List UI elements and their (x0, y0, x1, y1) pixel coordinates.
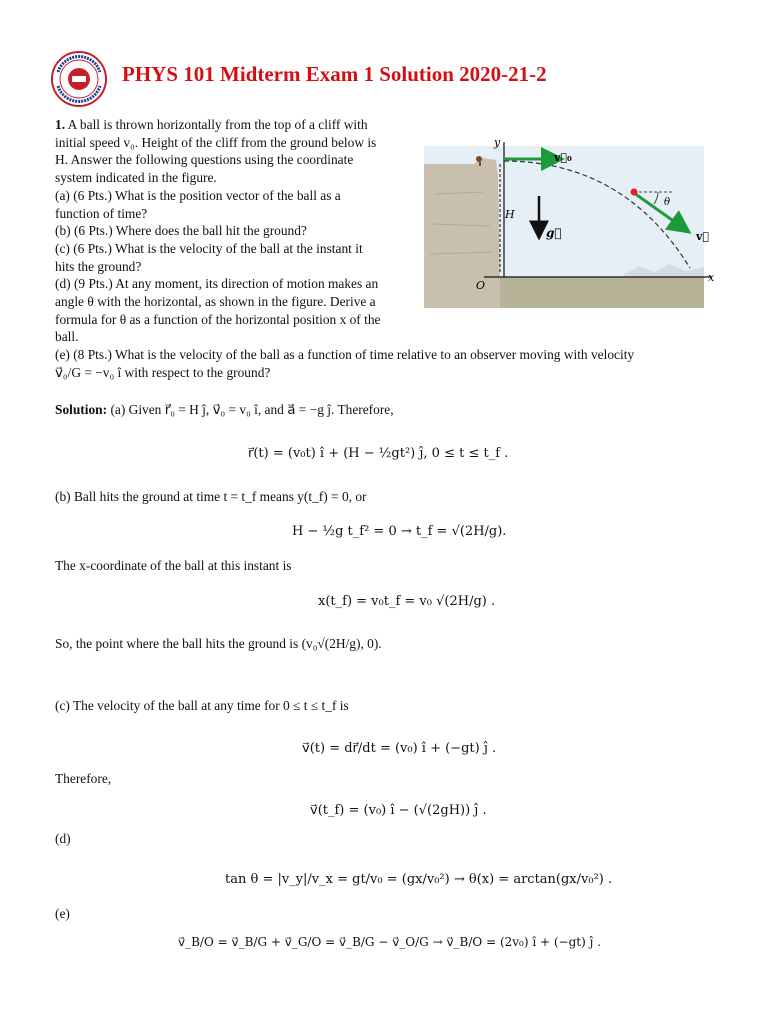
question-part-e: (e) (8 Pts.) What is the velocity of the ball as a function of time relative to an observer moving with velocity (55, 347, 635, 363)
page-title: PHYS 101 Midterm Exam 1 Solution 2020-21-2 (122, 62, 547, 86)
question-part-d-cont1: angle θ with the horizontal, as shown in the figure. Derive a (55, 294, 376, 310)
question-line-1: 1. A ball is thrown horizontally from the top of a cliff with (55, 117, 368, 132)
ground (494, 277, 704, 308)
y-axis-label: y (494, 136, 501, 149)
equation-a: r⃗(t) = (v₀t) î + (H − ½gt²) ĵ, 0 ≤ t ≤ t_f . (248, 446, 509, 461)
solution-label: Solution: (55, 402, 108, 417)
question-part-c-cont: hits the ground? (55, 258, 142, 274)
equation-d: tan θ = |v_y|/v_x = gt/v₀ = (gx/v₀²) → θ(x) = arctan(gx/v₀²) . (225, 872, 613, 887)
therefore-text: Therefore, (55, 771, 112, 786)
impact-point-text: So, the point where the ball hits the ground is (v₀√(2H/g), 0). (55, 636, 382, 651)
question-part-d-cont2: formula for θ as a function of the horizontal position x of the (55, 311, 381, 327)
question-line-3: H. Answer the following questions using the coordinate (55, 152, 354, 168)
gravity-label: g⃗ (546, 226, 562, 240)
angle-label: θ (664, 197, 671, 208)
velocity-label: v⃗ (696, 230, 709, 243)
part-d-label: (d) (55, 831, 71, 846)
question-part-b: (b) (6 Pts.) Where does the ball hit the ground? (55, 223, 307, 239)
thrower-figure (476, 156, 482, 162)
part-c-text: (c) The velocity of the ball at any time for 0 ≤ t ≤ t_f is (55, 698, 349, 713)
question-part-a-cont: function of time? (55, 205, 148, 221)
equation-c-final: v⃗(t_f) = (v₀) î − (√(2gH)) ĵ . (310, 803, 487, 818)
projectile-figure (424, 134, 724, 312)
equation-e: v⃗_B/O = v⃗_B/G + v⃗_G/O = v⃗_B/G − v⃗_O/G → v⃗_B/O = (2v₀) î + (−gt) ĵ . (178, 935, 601, 949)
university-seal-icon (50, 50, 108, 108)
question-part-a: (a) (6 Pts.) What is the position vector of the ball as a (55, 187, 341, 203)
question-part-c: (c) (6 Pts.) What is the velocity of the ball at the instant it (55, 240, 363, 256)
ball (631, 189, 638, 196)
cliff (424, 158, 500, 308)
x-axis-label: x (708, 271, 715, 284)
part-b-text: (b) Ball hits the ground at time t = t_f means y(t_f) = 0, or (55, 489, 367, 504)
question-number: 1. (55, 117, 66, 132)
question-part-e-cont: v⃗₀/G = −v₀ î with respect to the ground? (55, 364, 271, 380)
question-line-4: system indicated in the figure. (55, 170, 217, 186)
height-label: H (505, 208, 515, 221)
question-part-d-cont3: ball. (55, 329, 79, 345)
solution-intro: Solution: (a) Given r⃗₀ = H ĵ, v⃗₀ = v₀ î, and a⃗ = −g ĵ. Therefore, (55, 402, 394, 417)
equation-x: x(t_f) = v₀t_f = v₀ √(2H/g) . (318, 594, 496, 609)
origin-label: O (476, 279, 486, 292)
part-e-label: (e) (55, 906, 70, 921)
x-coordinate-text: The x-coordinate of the ball at this instant is (55, 558, 292, 573)
equation-c: v⃗(t) = dr⃗/dt = (v₀) î + (−gt) ĵ . (302, 741, 497, 756)
question-block (55, 116, 635, 382)
initial-velocity-label: v⃗₀ (554, 151, 572, 164)
equation-b: H − ½g t_f² = 0 → t_f = √(2H/g). (292, 524, 507, 539)
question-part-d: (d) (9 Pts.) At any moment, its direction of motion makes an (55, 276, 379, 292)
question-line-2: initial speed v₀. Height of the cliff from the ground below is (55, 134, 377, 150)
